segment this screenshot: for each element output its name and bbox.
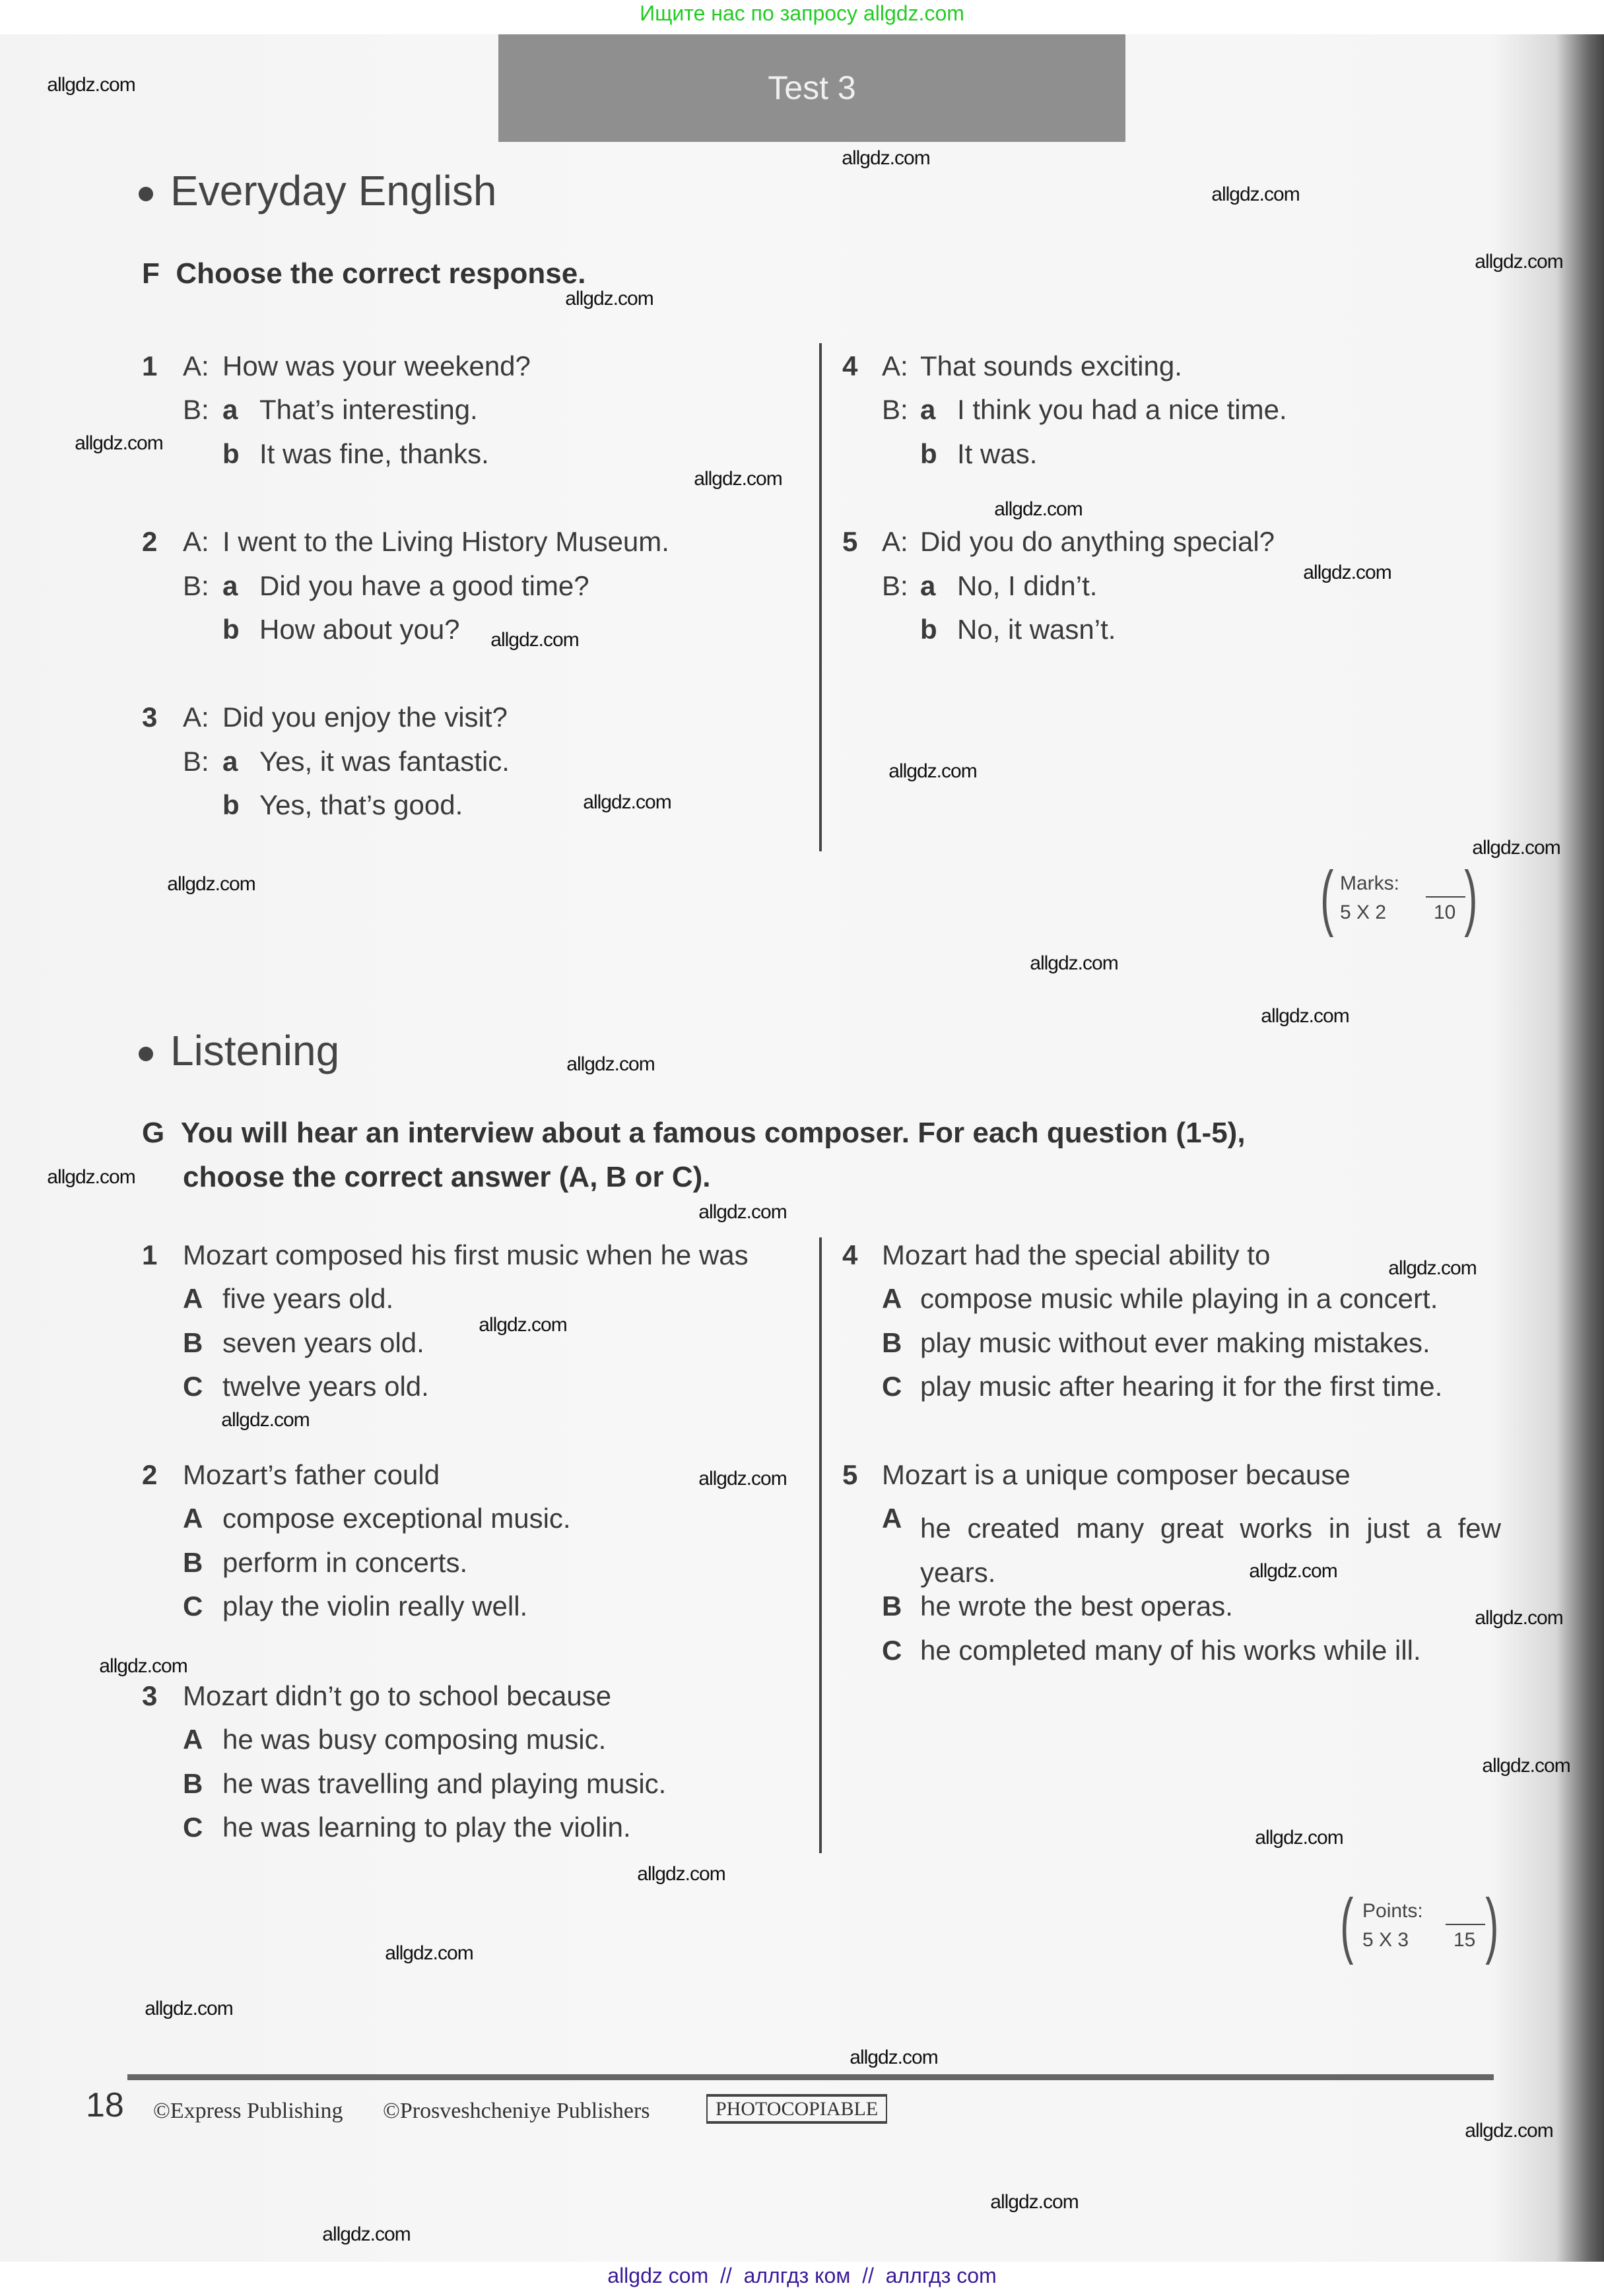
- publisher-1: ©Express Publishing: [153, 2099, 343, 2123]
- option-letter[interactable]: a: [920, 394, 936, 425]
- question-number: 3: [142, 702, 158, 733]
- option-letter[interactable]: a: [920, 570, 936, 601]
- section-title: Listening: [170, 1027, 340, 1074]
- option-letter[interactable]: a: [222, 570, 238, 601]
- top-banner[interactable]: Ищите нас по запросу allgdz.com: [640, 1, 964, 25]
- option-letter[interactable]: A: [882, 1503, 902, 1534]
- option-text[interactable]: seven years old.: [222, 1327, 424, 1358]
- task-letter: G: [142, 1117, 165, 1149]
- option-text[interactable]: he was travelling and playing music.: [222, 1768, 667, 1799]
- option-text[interactable]: twelve years old.: [222, 1371, 429, 1402]
- task-letter: F: [142, 257, 160, 290]
- watermark[interactable]: allgdz.com: [1482, 1755, 1570, 1777]
- watermark[interactable]: allgdz.com: [994, 498, 1083, 520]
- option-text[interactable]: perform in concerts.: [222, 1547, 468, 1578]
- speaker-b: B:: [183, 746, 209, 777]
- question-number: 4: [842, 350, 858, 381]
- option-text[interactable]: I think you had a nice time.: [957, 394, 1287, 425]
- speaker-a: A:: [882, 526, 908, 557]
- option-text[interactable]: No, I didn’t.: [957, 570, 1098, 601]
- question-stem: Mozart didn’t go to school because: [183, 1680, 612, 1711]
- option-text[interactable]: No, it wasn’t.: [957, 614, 1116, 645]
- watermark[interactable]: allgdz.com: [75, 432, 163, 454]
- option-text[interactable]: Yes, that’s good.: [259, 789, 463, 820]
- option-letter[interactable]: a: [222, 394, 238, 425]
- marks-box: [1320, 857, 1479, 938]
- option-letter[interactable]: A: [183, 1283, 203, 1314]
- points-box: [1340, 1884, 1499, 1965]
- option-text[interactable]: play music without ever making mistakes.: [920, 1327, 1430, 1358]
- prompt: That sounds exciting.: [920, 350, 1182, 381]
- section-title: Everyday English: [170, 167, 497, 214]
- option-text[interactable]: It was fine, thanks.: [259, 438, 489, 469]
- watermark[interactable]: allgdz.com: [479, 1314, 567, 1336]
- column-divider: [819, 343, 822, 851]
- prompt: Did you do anything special?: [920, 526, 1275, 557]
- watermark[interactable]: allgdz.com: [145, 1998, 233, 2019]
- section-heading-listening: [139, 1026, 339, 1075]
- test-title: Test 3: [768, 69, 856, 106]
- speaker-a: A:: [882, 350, 908, 381]
- watermark[interactable]: allgdz.com: [490, 629, 579, 651]
- option-text[interactable]: five years old.: [222, 1283, 394, 1314]
- question-number: 2: [142, 1459, 158, 1490]
- option-text[interactable]: compose exceptional music.: [222, 1503, 571, 1534]
- speaker-a: A:: [183, 526, 209, 557]
- watermark[interactable]: allgdz.com: [990, 2191, 1079, 2213]
- watermark[interactable]: allgdz.com: [698, 1201, 787, 1223]
- speaker-a: A:: [183, 702, 209, 733]
- question-stem: Mozart had the special ability to: [882, 1239, 1271, 1270]
- bullet-icon: [139, 1047, 153, 1061]
- option-letter[interactable]: C: [183, 1591, 203, 1622]
- option-text[interactable]: It was.: [957, 438, 1038, 469]
- instruction-text: Choose the correct response.: [176, 257, 586, 290]
- question-stem: Mozart’s father could: [183, 1459, 440, 1490]
- bullet-icon: [139, 187, 153, 201]
- option-text[interactable]: he was busy composing music.: [222, 1724, 607, 1755]
- watermark[interactable]: allgdz.com: [583, 791, 671, 813]
- watermark[interactable]: allgdz.com: [385, 1942, 473, 1964]
- option-letter[interactable]: C: [183, 1812, 203, 1843]
- photocopiable-label: [706, 2096, 887, 2121]
- watermark[interactable]: allgdz.com: [1465, 2120, 1553, 2142]
- option-letter[interactable]: B: [183, 1547, 203, 1578]
- instruction-line-1: You will hear an interview about a famous composer. For each question (1-5),: [180, 1117, 1246, 1149]
- task-f-instruction: [142, 257, 585, 290]
- watermark[interactable]: allgdz.com: [99, 1655, 187, 1677]
- question-stem: Mozart is a unique composer because: [882, 1459, 1351, 1490]
- option-text[interactable]: Did you have a good time?: [259, 570, 589, 601]
- watermark[interactable]: allgdz.com: [888, 760, 977, 782]
- test-title-box: [498, 34, 1125, 142]
- option-text[interactable]: Yes, it was fantastic.: [259, 746, 510, 777]
- watermark[interactable]: allgdz.com: [698, 1468, 787, 1490]
- option-letter[interactable]: A: [183, 1724, 203, 1755]
- question-stem: Mozart composed his first music when he was: [183, 1239, 749, 1270]
- watermark[interactable]: allgdz.com: [694, 468, 782, 490]
- watermark[interactable]: allgdz.com: [167, 873, 255, 895]
- option-text[interactable]: he completed many of his works while ill.: [920, 1635, 1421, 1666]
- marks-blank[interactable]: [1426, 896, 1465, 898]
- watermark[interactable]: allgdz.com: [1472, 837, 1560, 859]
- left-paren: (: [1340, 1884, 1354, 1965]
- watermark[interactable]: allgdz.com: [1388, 1257, 1477, 1279]
- option-letter[interactable]: b: [920, 438, 937, 469]
- marks-label: Marks:: [1340, 872, 1399, 894]
- question-number: 4: [842, 1239, 858, 1270]
- option-text[interactable]: play the violin really well.: [222, 1591, 528, 1622]
- section-heading-everyday-english: [139, 166, 496, 215]
- prompt: How was your weekend?: [222, 350, 531, 381]
- option-text[interactable]: he created many great works in just a few years.: [920, 1513, 1501, 1588]
- watermark[interactable]: allgdz.com: [221, 1409, 310, 1431]
- question-number: 5: [842, 526, 858, 557]
- question-number: 1: [142, 350, 158, 381]
- option-letter[interactable]: b: [222, 789, 240, 820]
- watermark[interactable]: allgdz.com: [1475, 251, 1563, 273]
- question-number: 3: [142, 1680, 158, 1711]
- speaker-a: A:: [183, 350, 209, 381]
- watermark[interactable]: allgdz.com: [850, 2047, 938, 2068]
- watermark[interactable]: allgdz.com: [566, 1053, 655, 1075]
- marks-formula: 5 X 2: [1340, 902, 1387, 923]
- speaker-b: B:: [183, 394, 209, 425]
- watermark[interactable]: allgdz.com: [1249, 1560, 1337, 1582]
- speaker-b: B:: [183, 570, 209, 601]
- option-letter[interactable]: A: [882, 1283, 902, 1314]
- option-text[interactable]: How about you?: [259, 614, 460, 645]
- points-label: Points:: [1362, 1900, 1423, 1922]
- option-letter[interactable]: C: [882, 1635, 902, 1666]
- question-number: 5: [842, 1459, 858, 1490]
- prompt: Did you enjoy the visit?: [222, 702, 508, 733]
- bottom-banner[interactable]: allgdz com // аллгдз ком // аллгдз com: [607, 2264, 997, 2287]
- question-number: 1: [142, 1239, 158, 1270]
- option-letter[interactable]: A: [183, 1503, 203, 1534]
- watermark[interactable]: allgdz.com: [1261, 1005, 1349, 1027]
- option-text[interactable]: compose music while playing in a concert.: [920, 1283, 1438, 1314]
- instruction-line-2: choose the correct answer (A, B or C).: [183, 1161, 711, 1193]
- option-letter[interactable]: b: [920, 614, 937, 645]
- points-total: 15: [1454, 1929, 1476, 1951]
- option-letter[interactable]: C: [882, 1371, 902, 1402]
- option-text[interactable]: play music after hearing it for the first time.: [920, 1371, 1443, 1402]
- column-divider: [819, 1237, 822, 1853]
- points-blank[interactable]: [1446, 1924, 1485, 1925]
- option-letter[interactable]: B: [183, 1327, 203, 1358]
- watermark[interactable]: allgdz.com: [1030, 952, 1118, 974]
- right-paren: ): [1485, 1884, 1499, 1965]
- watermark[interactable]: allgdz.com: [1211, 183, 1300, 205]
- page-number: 18: [86, 2086, 124, 2124]
- right-paren: ): [1464, 857, 1478, 938]
- watermark[interactable]: allgdz.com: [47, 1166, 135, 1188]
- option-letter[interactable]: B: [882, 1591, 902, 1622]
- option-letter[interactable]: b: [222, 614, 240, 645]
- option-letter[interactable]: b: [222, 438, 240, 469]
- marks-total: 10: [1434, 902, 1456, 923]
- watermark[interactable]: allgdz.com: [322, 2223, 411, 2245]
- left-paren: (: [1320, 857, 1334, 938]
- points-formula: 5 X 3: [1362, 1929, 1409, 1951]
- option-letter[interactable]: B: [882, 1327, 902, 1358]
- option-text[interactable]: he was learning to play the violin.: [222, 1812, 631, 1843]
- footer-rule: [127, 2074, 1494, 2080]
- publisher-2: ©Prosveshcheniye Publishers: [383, 2099, 650, 2123]
- option-letter[interactable]: a: [222, 746, 238, 777]
- option-letter[interactable]: B: [183, 1768, 203, 1799]
- watermark[interactable]: allgdz.com: [565, 288, 653, 310]
- option-text[interactable]: That’s interesting.: [259, 394, 478, 425]
- watermark[interactable]: allgdz.com: [842, 147, 930, 169]
- photocopiable-text: PHOTOCOPIABLE: [706, 2094, 887, 2124]
- question-number: 2: [142, 526, 158, 557]
- option-letter[interactable]: C: [183, 1371, 203, 1402]
- watermark[interactable]: allgdz.com: [1303, 562, 1391, 583]
- speaker-b: B:: [882, 570, 908, 601]
- watermark[interactable]: allgdz.com: [637, 1863, 725, 1885]
- speaker-b: B:: [882, 394, 908, 425]
- watermark[interactable]: allgdz.com: [47, 74, 135, 96]
- watermark[interactable]: allgdz.com: [1475, 1607, 1563, 1629]
- task-g-instruction: [142, 1117, 1246, 1150]
- watermark[interactable]: allgdz.com: [1255, 1827, 1343, 1849]
- option-text[interactable]: he wrote the best operas.: [920, 1591, 1233, 1622]
- prompt: I went to the Living History Museum.: [222, 526, 669, 557]
